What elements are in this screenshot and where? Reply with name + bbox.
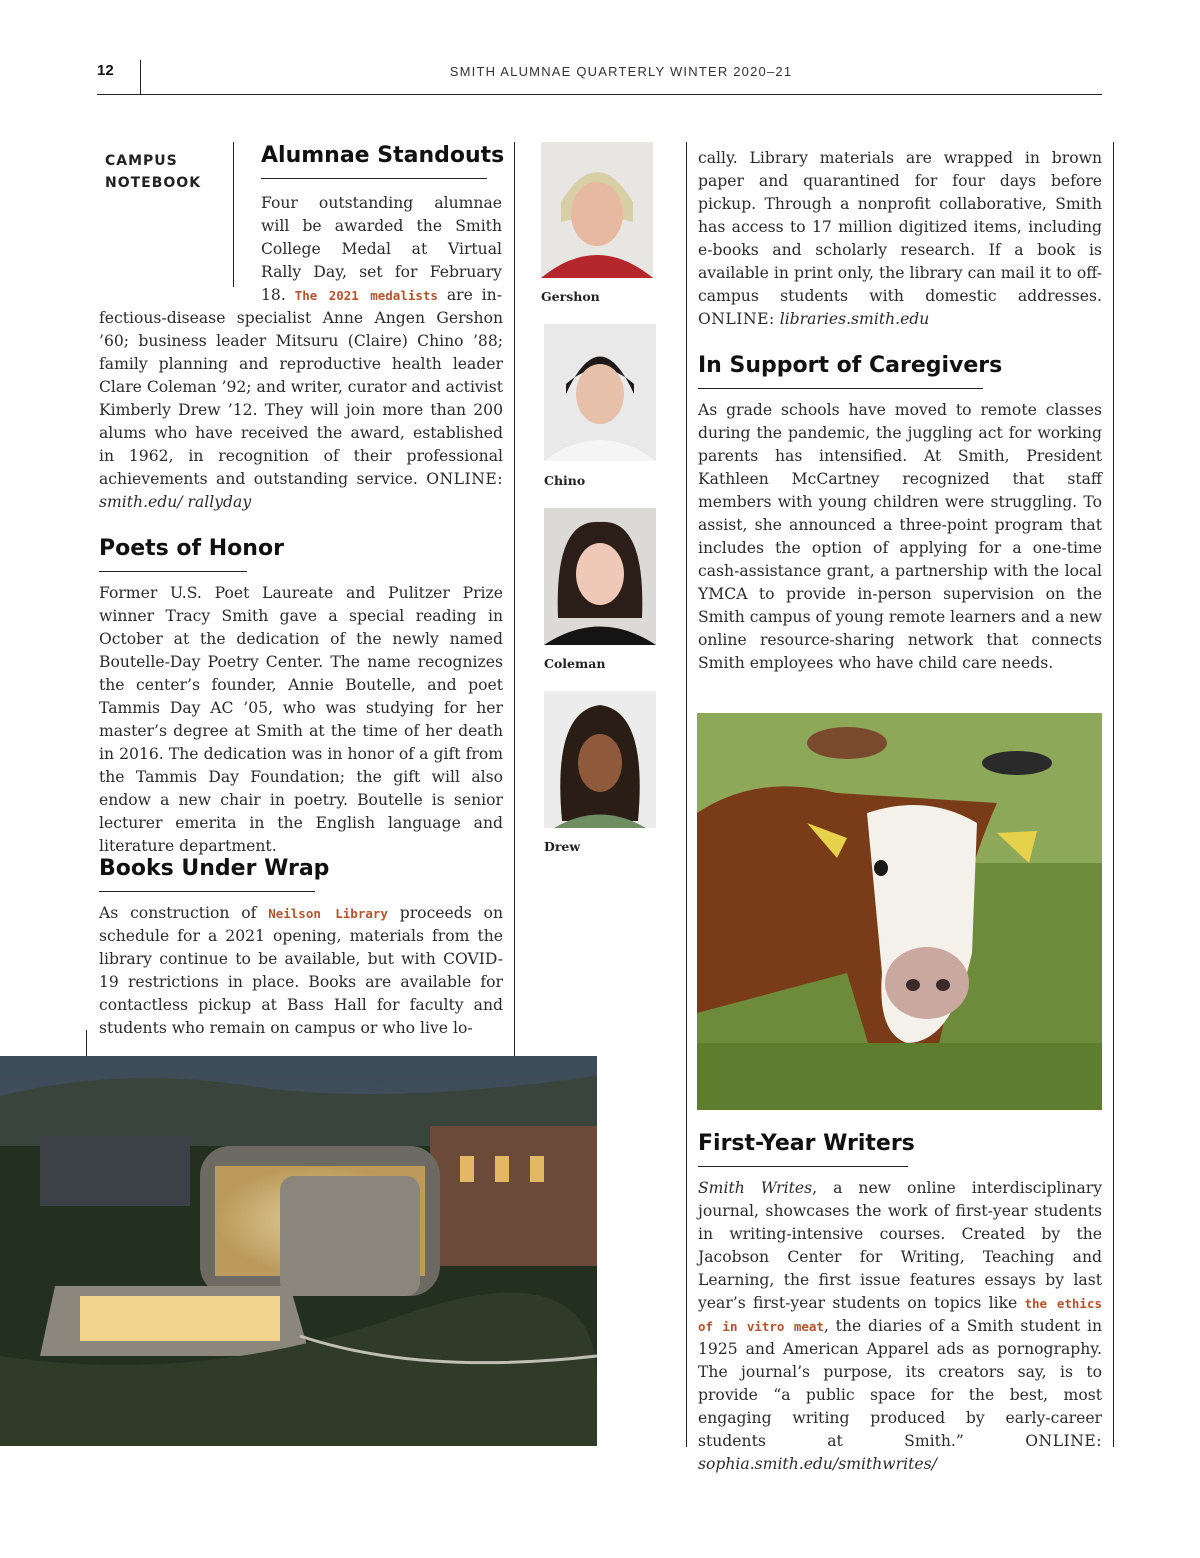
alumnae-body-text [99, 307, 503, 514]
alumnae-body [99, 307, 503, 514]
alumnae-heading-rule [261, 178, 487, 179]
column-rule-3 [1113, 142, 1114, 1447]
writers-heading-rule [698, 1166, 908, 1167]
books-body [99, 902, 503, 1040]
writers-heading: First-Year Writers [698, 1131, 915, 1156]
header-rule [97, 94, 1102, 95]
writers-body [698, 1177, 1102, 1476]
books-continued-text [698, 147, 1102, 331]
alumnae-after-link: are in- [446, 286, 502, 304]
books-before-link: As construction of [99, 904, 257, 922]
alumnae-body-span: fectious-disease specialist Anne Angen Gershon ’60; business leader Mitsuru (Claire) Chino ’88; family planning and reproductive health leader Clare Coleman ’92; and writer, curator and activist Kimberly Drew ’12. They will join more than 200 alums who have received the award, established in 1962, in recognition of their professional achievements and outstanding service. [99, 309, 503, 488]
online-label: ONLINE: [698, 310, 775, 328]
coleman-photo [544, 508, 656, 645]
caregivers-heading-rule [698, 388, 983, 389]
drew-photo [544, 691, 656, 828]
coleman-caption: Coleman [544, 656, 606, 671]
smithwrites-link[interactable]: sophia.smith.edu/smithwrites/ [698, 1455, 937, 1473]
kicker-divider [233, 142, 234, 287]
poets-heading-rule [99, 571, 247, 572]
gershon-photo [541, 142, 653, 278]
alumnae-line: will be awarded the Smith [261, 217, 502, 235]
alumnae-date: 18. [261, 286, 286, 304]
books-heading: Books Under Wrap [99, 856, 330, 881]
neilson-library-link[interactable]: Neilson Library [268, 906, 388, 921]
kicker-line-1: CAMPUS [105, 153, 178, 169]
gershon-portrait [541, 142, 653, 278]
column-rule-2 [686, 142, 687, 1447]
gershon-caption: Gershon [541, 289, 600, 304]
chino-portrait [544, 324, 656, 461]
alumnae-line: Four outstanding alumnae [261, 194, 502, 212]
poets-heading: Poets of Honor [99, 536, 284, 561]
alumnae-line: College Medal at Virtual [261, 240, 502, 258]
left-column-rule [86, 1030, 87, 1056]
section-kicker [105, 150, 201, 194]
smith-writes-title: Smith Writes [698, 1179, 813, 1197]
alumnae-heading: Alumnae Standouts [261, 143, 505, 168]
chino-caption: Chino [544, 473, 586, 488]
writers-body-text [698, 1177, 1102, 1476]
alumnae-date-line [261, 284, 502, 307]
books-heading-rule [99, 891, 315, 892]
books-body-text [99, 902, 503, 1040]
libraries-link[interactable]: libraries.smith.edu [779, 310, 930, 328]
online-label: ONLINE: [1025, 1432, 1102, 1450]
alumnae-line: Rally Day, set for February [261, 263, 502, 281]
rallyday-link[interactable]: smith.edu/ rallyday [99, 493, 252, 511]
books-after-link: proceeds on schedule for a 2021 opening, materials from the library continue to be available, but with COVID-19 restrictions in place. Books are available for contactless pickup at Bass Hall for faculty and students who remain on campus or who live lo- [99, 904, 503, 1037]
online-label: ONLINE: [426, 470, 503, 488]
cow-photo [697, 713, 1102, 1110]
running-head: SMITH ALUMNAE QUARTERLY WINTER 2020–21 [449, 64, 793, 79]
cow-image [697, 713, 1102, 1110]
drew-portrait [544, 691, 656, 828]
writers-before-link: , a new online interdisciplinary journal, showcases the work of first-year students in writing-intensive courses. Created by the Jacobson Center for Writing, Teaching and Learning, the first issue features essays by last year’s first-year students on topics like [698, 1179, 1102, 1312]
medalists-link[interactable]: The 2021 medalists [294, 288, 438, 303]
coleman-portrait [544, 508, 656, 645]
kicker-line-2: NOTEBOOK [105, 175, 202, 191]
caregivers-heading: In Support of Caregivers [698, 353, 1003, 378]
alumnae-intro [261, 192, 502, 307]
in-vitro-meat-link[interactable]: the ethics of in vitro meat [698, 1296, 1102, 1334]
chino-photo [544, 324, 656, 461]
books-continued-span: cally. Library materials are wrapped in brown paper and quarantined for four days before pickup. Through a nonprofit collaborative, Smith has access to 17 million digitized items, including e-books and scholarly research. If a book is available in print only, the library can mail it to off-campus students with domestic addresses. [698, 149, 1102, 305]
page-number: 12 [97, 62, 114, 79]
writers-after-link: , the diaries of a Smith student in 1925 and American Apparel ads as pornography. The journal’s purpose, its creators say, is to provide “a public space for the best, most engaging writing produced by early-career students at Smith.” [698, 1317, 1102, 1450]
poets-body: Former U.S. Poet Laureate and Pulitzer Prize winner Tracy Smith gave a special reading in October at the dedication of the newly named Boutelle-Day Poetry Center. The name recognizes the center’s founder, Annie Boutelle, and poet Tammis Day AC ’05, who was studying for her master’s degree at Smith at the time of her death in 2016. The dedication was in honor of a gift from the Tammis Day Foundation; the gift will also endow a new chair in poetry. Boutelle is senior lecturer emerita in the English language and literature department. [99, 584, 503, 855]
column-rule-1 [514, 142, 515, 1056]
neilson-library-photo [0, 1056, 597, 1446]
library-rendering-image [0, 1056, 597, 1446]
drew-caption: Drew [544, 839, 581, 854]
caregivers-body: As grade schools have moved to remote classes during the pandemic, the juggling act for working parents has intensified. At Smith, President Kathleen McCartney recognized that staff members with young children were struggling. To assist, she announced a three-point program that includes the option of applying for a one-time cash-assistance grant, a partnership with the local YMCA to provide in-person supervision on the Smith campus of young remote learners and a new online resource-sharing network that connects Smith employees who have child care needs. [698, 401, 1102, 672]
books-continued [698, 147, 1102, 331]
